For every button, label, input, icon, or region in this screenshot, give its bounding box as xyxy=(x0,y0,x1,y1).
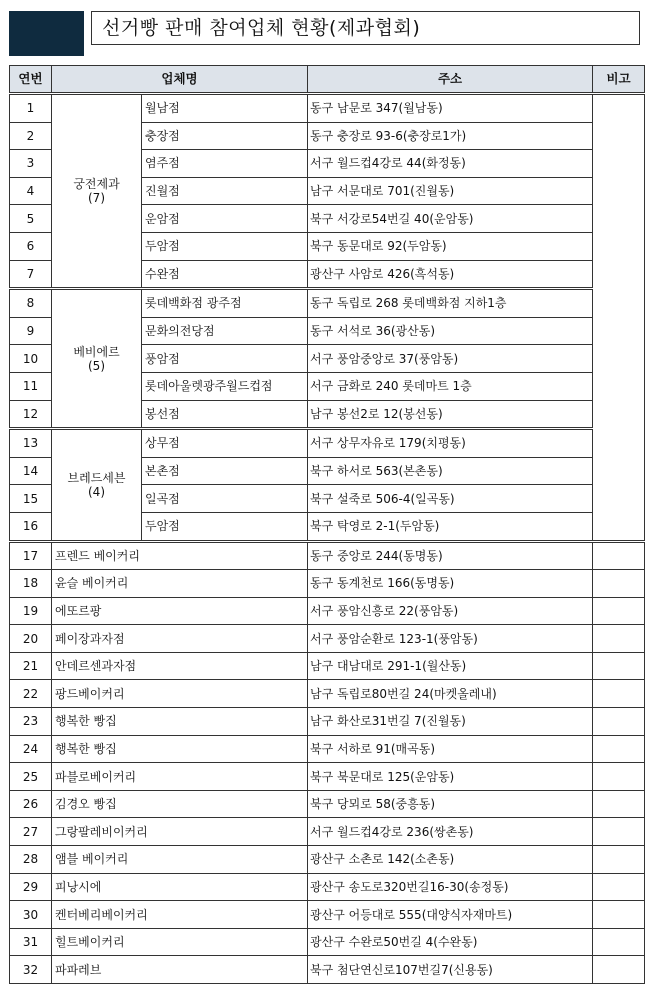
header-no: 연번 xyxy=(10,66,52,94)
address: 남구 봉선2로 12(봉선동) xyxy=(308,400,593,429)
row-number: 25 xyxy=(10,763,52,791)
table-row xyxy=(10,597,645,625)
business-name: 행복한 빵집 xyxy=(52,708,308,736)
branch-name: 본촌점 xyxy=(142,457,308,485)
note-cell xyxy=(593,625,645,653)
address: 북구 동문대로 92(두암동) xyxy=(308,232,593,260)
branch-name: 월남점 xyxy=(142,94,308,123)
row-number: 32 xyxy=(10,956,52,984)
address: 북구 첨단연신로107번길7(신용동) xyxy=(308,956,593,984)
business-name: 팡드베이커리 xyxy=(52,680,308,708)
note-cell xyxy=(593,708,645,736)
business-name: 그랑팔레비이커리 xyxy=(52,818,308,846)
address: 서구 풍암신흥로 22(풍암동) xyxy=(308,597,593,625)
row-number: 16 xyxy=(10,512,52,541)
address: 남구 독립로80번길 24(마켓올레내) xyxy=(308,680,593,708)
branch-name: 풍암점 xyxy=(142,345,308,373)
note-cell xyxy=(593,928,645,956)
address: 광산구 송도로320번길16-30(송정동) xyxy=(308,873,593,901)
group-count: (4) xyxy=(88,484,105,499)
note-cell xyxy=(593,901,645,929)
branch-name: 충장점 xyxy=(142,122,308,150)
note-cell xyxy=(593,763,645,791)
row-number: 1 xyxy=(10,94,52,123)
table-row xyxy=(10,708,645,736)
row-number: 18 xyxy=(10,570,52,598)
note-cell xyxy=(593,735,645,763)
business-name: 피낭시에 xyxy=(52,873,308,901)
address: 서구 금화로 240 롯데마트 1층 xyxy=(308,372,593,400)
row-number: 6 xyxy=(10,232,52,260)
table-row xyxy=(10,763,645,791)
note-cell xyxy=(593,818,645,846)
branch-name: 롯데백화점 광주점 xyxy=(142,289,308,318)
title-box xyxy=(91,11,640,45)
table-row xyxy=(10,956,645,984)
table-row xyxy=(10,790,645,818)
business-name: 파파레브 xyxy=(52,956,308,984)
header-note: 비고 xyxy=(593,66,645,94)
row-number: 5 xyxy=(10,205,52,233)
address: 남구 대남대로 291-1(월산동) xyxy=(308,652,593,680)
branch-name: 두암점 xyxy=(142,232,308,260)
address: 광산구 어등대로 555(대양식자재마트) xyxy=(308,901,593,929)
row-number: 13 xyxy=(10,429,52,458)
address: 동구 중앙로 244(동명동) xyxy=(308,541,593,570)
note-cell xyxy=(593,956,645,984)
branch-name: 두암점 xyxy=(142,512,308,541)
address: 서구 월드컵4강로 44(화정동) xyxy=(308,150,593,178)
note-cell xyxy=(593,652,645,680)
row-number: 22 xyxy=(10,680,52,708)
row-number: 27 xyxy=(10,818,52,846)
row-number: 26 xyxy=(10,790,52,818)
address: 북구 설죽로 506-4(일곡동) xyxy=(308,485,593,513)
table-row xyxy=(10,928,645,956)
header-name: 업체명 xyxy=(52,66,308,94)
row-number: 2 xyxy=(10,122,52,150)
address: 북구 하서로 563(본촌동) xyxy=(308,457,593,485)
address: 광산구 소촌로 142(소촌동) xyxy=(308,846,593,874)
business-name: 프렌드 베이커리 xyxy=(52,541,308,570)
branch-name: 봉선점 xyxy=(142,400,308,429)
row-number: 24 xyxy=(10,735,52,763)
address: 동구 독립로 268 롯데백화점 지하1층 xyxy=(308,289,593,318)
row-number: 11 xyxy=(10,372,52,400)
vendor-group-name xyxy=(52,289,142,429)
business-name: 힐트베이커리 xyxy=(52,928,308,956)
address: 북구 북문대로 125(운암동) xyxy=(308,763,593,791)
branch-name: 진월점 xyxy=(142,177,308,205)
address: 동구 충장로 93-6(충장로1가) xyxy=(308,122,593,150)
row-number: 3 xyxy=(10,150,52,178)
group-name: 궁전제과 xyxy=(73,177,120,192)
row-number: 28 xyxy=(10,846,52,874)
table-row xyxy=(10,818,645,846)
table-body xyxy=(10,94,645,984)
row-number: 9 xyxy=(10,317,52,345)
page-title: 선거빵 판매 참여업체 현황(제과협회) xyxy=(102,17,421,39)
address: 광산구 사암로 426(흑석동) xyxy=(308,260,593,289)
address: 남구 화산로31번길 7(진월동) xyxy=(308,708,593,736)
header-address: 주소 xyxy=(308,66,593,94)
business-name: 행복한 빵집 xyxy=(52,735,308,763)
group-name: 브레드세븐 xyxy=(67,470,126,485)
group-count: (7) xyxy=(88,191,105,206)
address: 서구 풍암순환로 123-1(풍암동) xyxy=(308,625,593,653)
note-cell xyxy=(593,846,645,874)
branch-name: 롯데아울렛광주월드컵점 xyxy=(142,372,308,400)
address: 남구 서문대로 701(진월동) xyxy=(308,177,593,205)
table-row xyxy=(10,901,645,929)
row-number: 8 xyxy=(10,289,52,318)
vendor-group-name xyxy=(52,429,142,541)
note-cell xyxy=(593,873,645,901)
business-name: 에또르팡 xyxy=(52,597,308,625)
address: 동구 서석로 36(광산동) xyxy=(308,317,593,345)
address: 서구 상무자유로 179(치평동) xyxy=(308,429,593,458)
address: 광산구 수완로50번길 4(수완동) xyxy=(308,928,593,956)
address: 서구 풍암중앙로 37(풍암동) xyxy=(308,345,593,373)
row-number: 29 xyxy=(10,873,52,901)
table-row xyxy=(10,429,645,458)
row-number: 20 xyxy=(10,625,52,653)
address: 북구 서강로54번길 40(운암동) xyxy=(308,205,593,233)
row-number: 17 xyxy=(10,541,52,570)
row-number: 7 xyxy=(10,260,52,289)
table-row xyxy=(10,541,645,570)
table-row xyxy=(10,652,645,680)
row-number: 23 xyxy=(10,708,52,736)
row-number: 4 xyxy=(10,177,52,205)
group-name: 베비에르 xyxy=(73,344,120,359)
business-name: 김경오 빵집 xyxy=(52,790,308,818)
note-cell xyxy=(593,541,645,570)
table-row xyxy=(10,873,645,901)
business-name: 윤슬 베이커리 xyxy=(52,570,308,598)
address: 북구 당뫼로 58(중흥동) xyxy=(308,790,593,818)
address: 북구 탁영로 2-1(두암동) xyxy=(308,512,593,541)
address: 서구 월드컵4강로 236(쌍촌동) xyxy=(308,818,593,846)
branch-name: 상무점 xyxy=(142,429,308,458)
row-number: 31 xyxy=(10,928,52,956)
note-cell xyxy=(593,790,645,818)
branch-name: 일곡점 xyxy=(142,485,308,513)
table-row xyxy=(10,846,645,874)
table-row xyxy=(10,680,645,708)
note-cell xyxy=(593,680,645,708)
row-number: 21 xyxy=(10,652,52,680)
row-number: 10 xyxy=(10,345,52,373)
group-count: (5) xyxy=(88,358,105,373)
business-name: 안데르센과자점 xyxy=(52,652,308,680)
table-row xyxy=(10,625,645,653)
address: 동구 동계천로 166(동명동) xyxy=(308,570,593,598)
address: 동구 남문로 347(월남동) xyxy=(308,94,593,123)
row-number: 14 xyxy=(10,457,52,485)
title-accent-block xyxy=(9,11,84,56)
table-row xyxy=(10,735,645,763)
table-row xyxy=(10,570,645,598)
branch-name: 염주점 xyxy=(142,150,308,178)
note-cell xyxy=(593,94,645,542)
row-number: 15 xyxy=(10,485,52,513)
table-row xyxy=(10,289,645,318)
business-name: 페이장과자점 xyxy=(52,625,308,653)
address: 북구 서하로 91(매곡동) xyxy=(308,735,593,763)
row-number: 12 xyxy=(10,400,52,429)
vendor-group-name xyxy=(52,94,142,289)
row-number: 19 xyxy=(10,597,52,625)
table-row xyxy=(10,94,645,123)
table-header-row xyxy=(10,66,645,94)
vendor-table xyxy=(9,65,645,984)
note-cell xyxy=(593,597,645,625)
business-name: 켄터베리베이커리 xyxy=(52,901,308,929)
business-name: 파블로베이커리 xyxy=(52,763,308,791)
row-number: 30 xyxy=(10,901,52,929)
note-cell xyxy=(593,570,645,598)
branch-name: 운암점 xyxy=(142,205,308,233)
branch-name: 문화의전당점 xyxy=(142,317,308,345)
business-name: 앰블 베이커리 xyxy=(52,846,308,874)
branch-name: 수완점 xyxy=(142,260,308,289)
